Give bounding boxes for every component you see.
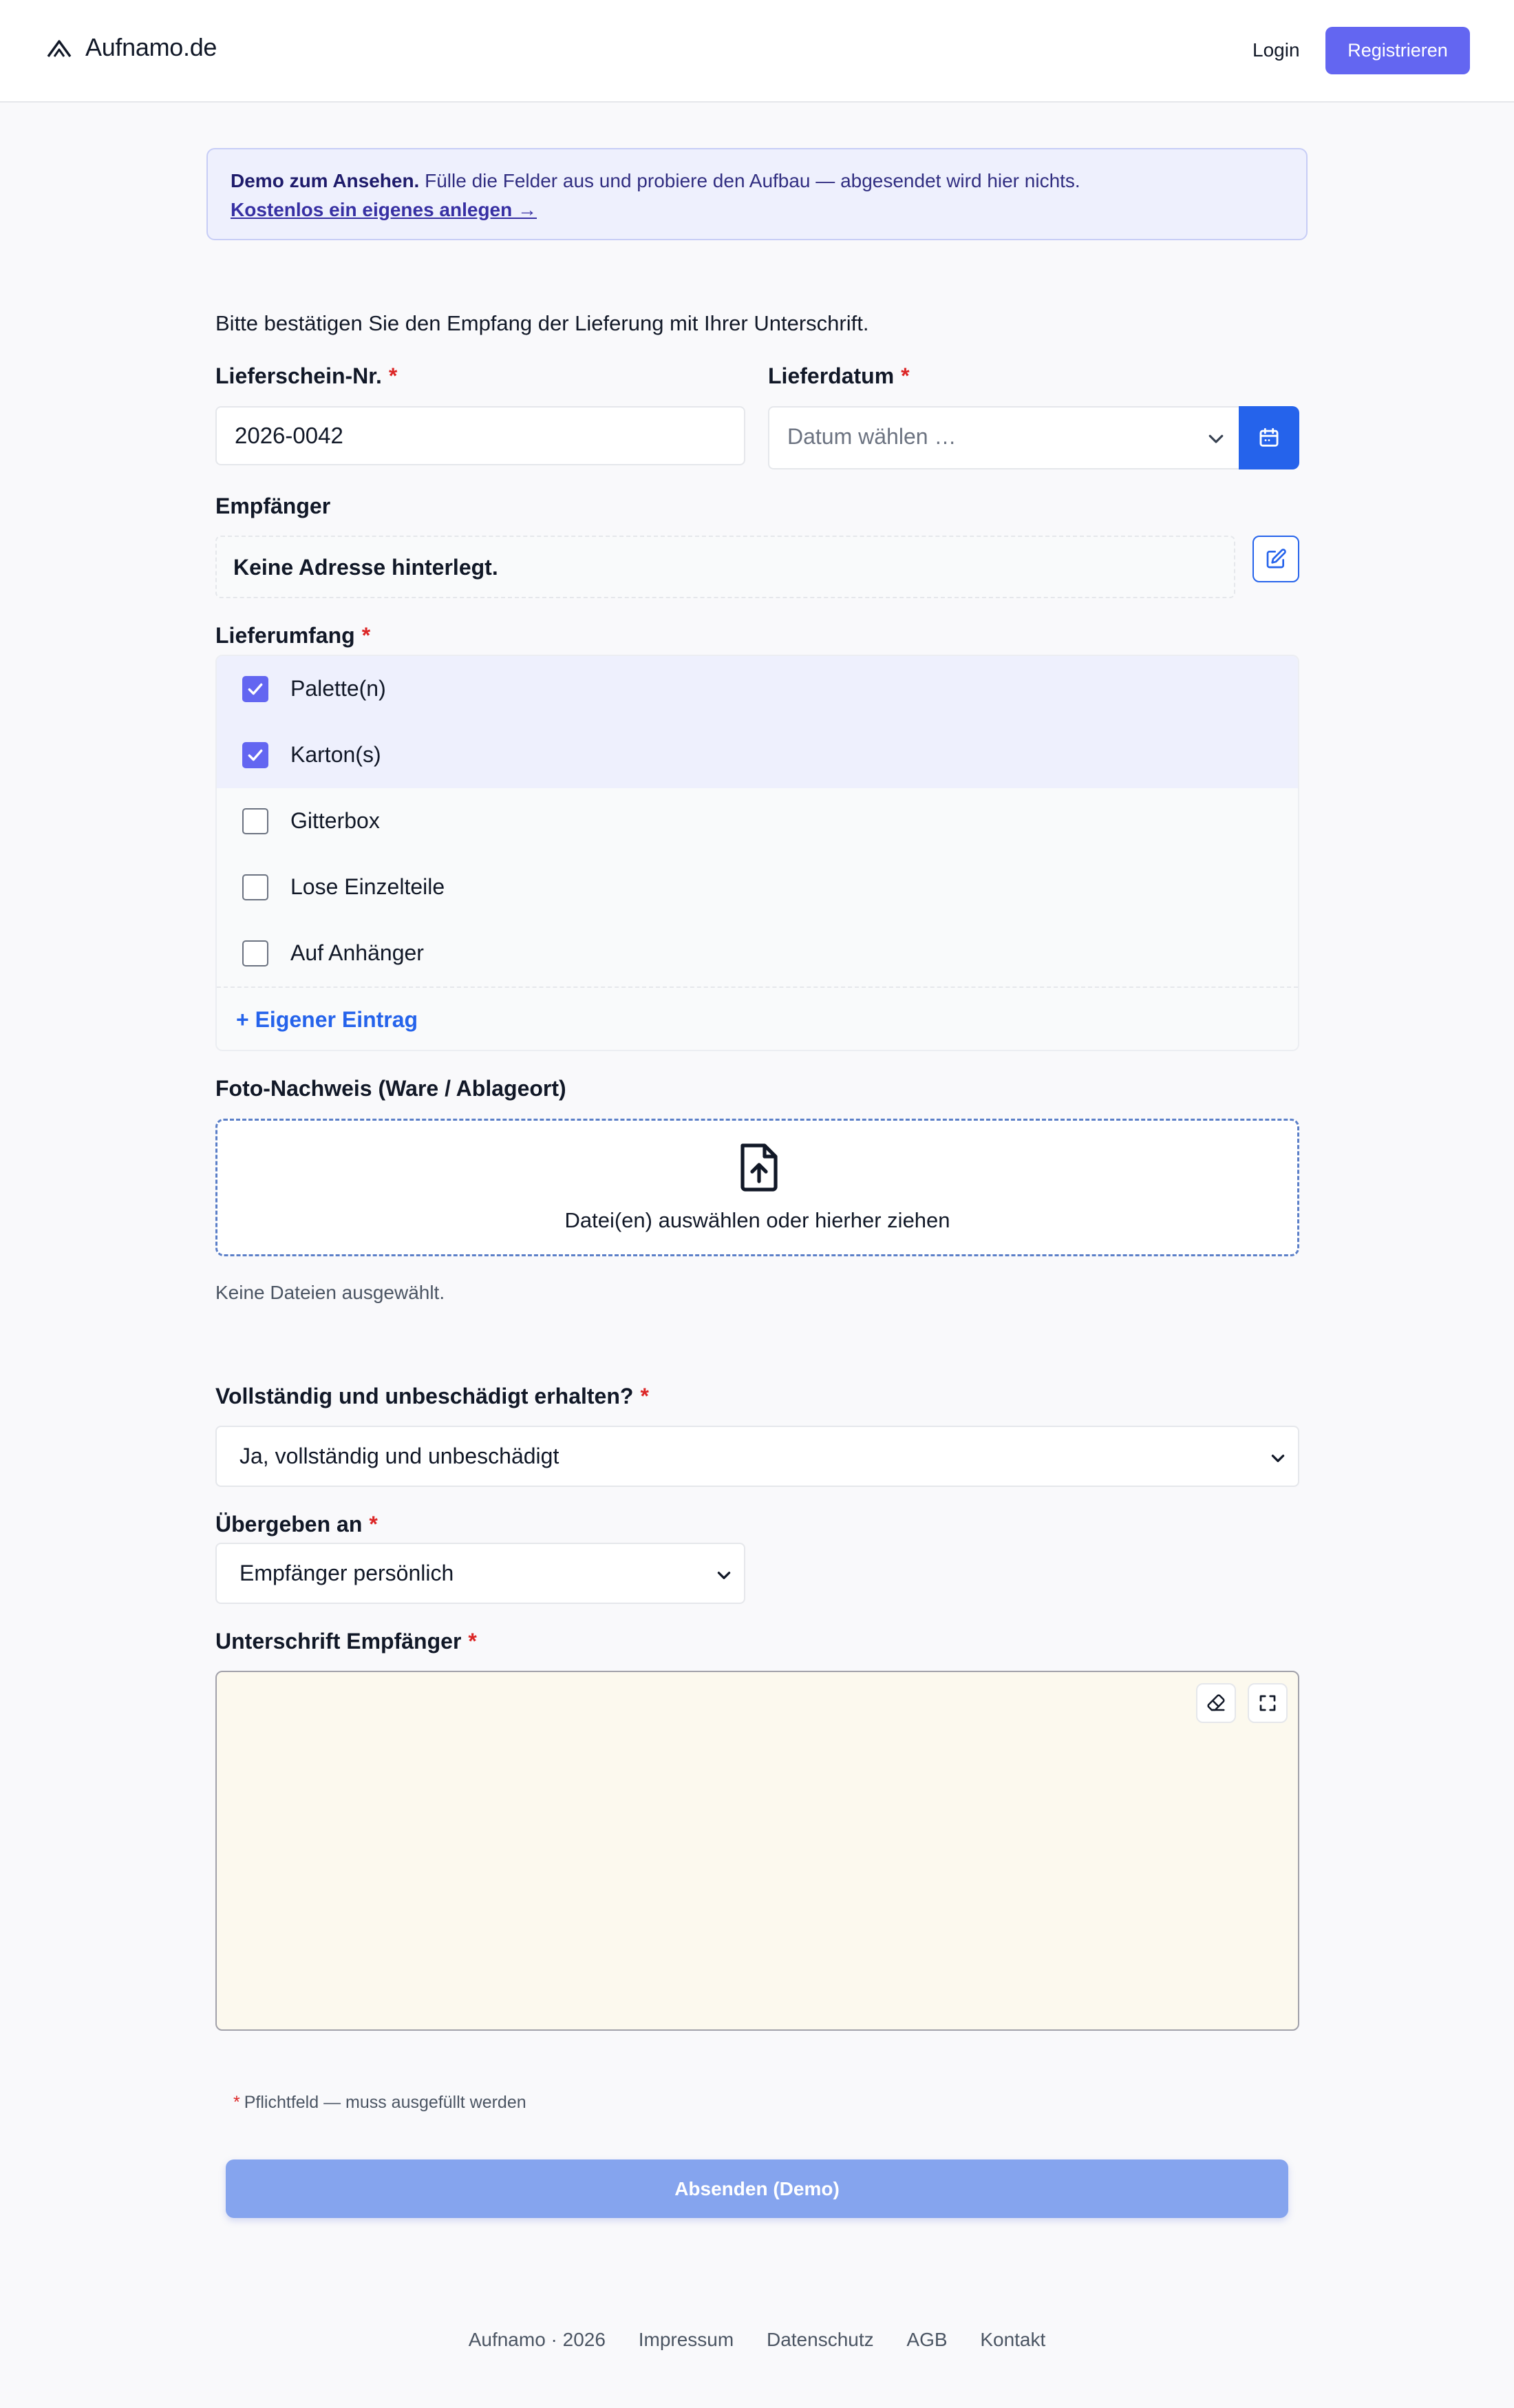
signature-label-text: Unterschrift Empfänger (215, 1629, 462, 1654)
file-upload-icon (737, 1141, 781, 1194)
delivery-date-label-text: Lieferdatum (768, 363, 895, 388)
handed-to-select[interactable] (215, 1543, 745, 1604)
chevron-down-icon (715, 1566, 733, 1584)
footer-link-agb[interactable]: AGB (906, 2329, 948, 2350)
dropzone-text: Datei(en) auswählen oder hierher ziehen (564, 1208, 950, 1232)
required-mark: * (369, 1512, 378, 1536)
scope-option-label: Karton(s) (290, 742, 381, 767)
scope-label-text: Lieferumfang (215, 623, 355, 648)
checkbox[interactable] (242, 874, 268, 900)
delivery-date-placeholder: Datum wählen … (787, 424, 957, 449)
delivery-note-label-text: Lieferschein-Nr. (215, 363, 382, 388)
clear-signature-button[interactable] (1196, 1683, 1236, 1723)
delivery-date-label (768, 363, 910, 389)
demo-notice (206, 148, 1308, 240)
top-navbar (0, 0, 1514, 103)
handed-to-label (215, 1512, 378, 1537)
footer-link-kontakt[interactable]: Kontakt (980, 2329, 1046, 2350)
scope-option-palette[interactable] (217, 656, 1298, 722)
scope-label (215, 623, 370, 648)
footer-link-impressum[interactable]: Impressum (638, 2329, 734, 2350)
condition-selected-value: Ja, vollständig und unbeschädigt (239, 1444, 559, 1468)
handed-to-label-text: Übergeben an (215, 1512, 363, 1536)
footer-copyright: Aufnamo · 2026 (468, 2329, 606, 2350)
footer-link-datenschutz[interactable]: Datenschutz (766, 2329, 874, 2350)
add-custom-entry-label: + Eigener Eintrag (236, 1007, 418, 1032)
scope-option-auf-anhaenger[interactable] (217, 920, 1298, 986)
condition-label (215, 1384, 649, 1409)
register-button[interactable]: Registrieren (1325, 27, 1470, 74)
scope-option-label: Palette(n) (290, 676, 386, 701)
recipient-address-text: Keine Adresse hinterlegt. (233, 555, 498, 580)
calendar-icon (1257, 426, 1281, 450)
recipient-label: Empfänger (215, 494, 331, 518)
eraser-icon (1206, 1693, 1226, 1713)
demo-notice-bold: Demo zum Ansehen. (231, 170, 420, 191)
delivery-note-input[interactable] (215, 406, 745, 465)
scope-checkbox-list (215, 655, 1299, 1051)
required-mark: * (901, 363, 910, 388)
calendar-button[interactable] (1239, 406, 1299, 469)
file-status: Keine Dateien ausgewählt. (215, 1282, 445, 1303)
photo-label: Foto-Nachweis (Ware / Ablageort) (215, 1076, 566, 1101)
checkbox[interactable] (242, 808, 268, 834)
footer (0, 2329, 1514, 2351)
fullscreen-signature-button[interactable] (1248, 1683, 1288, 1723)
logo-icon (47, 39, 72, 58)
recipient-address-box (215, 536, 1235, 598)
form-intro: Bitte bestätigen Sie den Empfang der Lieferung mit Ihrer Unterschrift. (215, 311, 869, 335)
create-own-link[interactable]: Kostenlos ein eigenes anlegen → (231, 199, 537, 220)
demo-notice-body: Fülle die Felder aus und probiere den Aufbau — abgesendet wird hier nichts. (419, 170, 1080, 191)
photo-dropzone[interactable] (215, 1119, 1299, 1256)
delivery-note-value: 2026-0042 (235, 423, 343, 448)
scope-option-label: Gitterbox (290, 808, 380, 833)
signature-label (215, 1629, 477, 1654)
checkmark-icon (246, 746, 264, 764)
scope-option-label: Lose Einzelteile (290, 874, 445, 899)
checkbox[interactable] (242, 676, 268, 702)
scope-option-lose-einzelteile[interactable] (217, 854, 1298, 920)
brand-name[interactable]: Aufnamo.de (85, 33, 217, 61)
fullscreen-icon (1257, 1693, 1278, 1713)
demo-notice-text (231, 170, 1080, 192)
handed-to-selected-value: Empfänger persönlich (239, 1561, 454, 1585)
submit-button[interactable]: Absenden (Demo) (226, 2159, 1288, 2218)
required-mark: * (233, 2093, 240, 2112)
delivery-note-label (215, 363, 397, 389)
checkbox[interactable] (242, 742, 268, 768)
scope-option-karton[interactable] (217, 722, 1298, 788)
required-mark: * (361, 623, 371, 648)
required-footnote (233, 2093, 526, 2113)
condition-select[interactable] (215, 1426, 1299, 1487)
checkmark-icon (246, 680, 264, 698)
signature-pad[interactable] (215, 1671, 1299, 2031)
chevron-down-icon (1206, 428, 1226, 449)
edit-recipient-button[interactable] (1252, 536, 1299, 582)
required-footnote-text: Pflichtfeld — muss ausgefüllt werden (244, 2093, 526, 2112)
required-mark: * (640, 1384, 649, 1408)
condition-label-text: Vollständig und unbeschädigt erhalten? (215, 1384, 634, 1408)
scope-option-gitterbox[interactable] (217, 788, 1298, 854)
scope-option-label: Auf Anhänger (290, 940, 424, 965)
checkbox[interactable] (242, 940, 268, 967)
add-custom-entry[interactable] (217, 986, 1298, 1051)
required-mark: * (468, 1629, 477, 1654)
edit-icon (1265, 548, 1287, 570)
chevron-down-icon (1269, 1449, 1287, 1467)
login-link[interactable]: Login (1252, 39, 1300, 61)
delivery-date-select[interactable] (768, 406, 1240, 469)
required-mark: * (388, 363, 398, 388)
